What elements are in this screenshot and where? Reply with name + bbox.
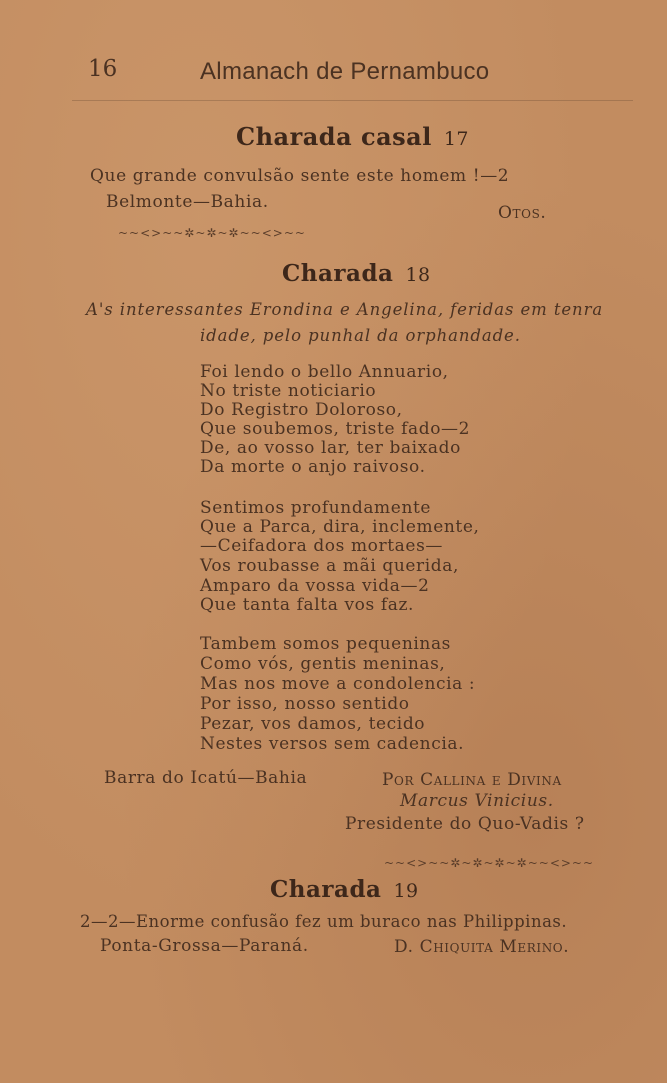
charade-17-riddle: Que grande convulsão sente este homem !—2 (90, 166, 510, 186)
charade-18-number: 18 (405, 264, 431, 286)
stanza2-line3: —Ceifadora dos mortaes— (200, 536, 443, 556)
header-rule (72, 100, 633, 101)
charade-18-signature-line1: Por Callina e Divina (382, 770, 562, 790)
stanza3-line6: Nestes versos sem cadencia. (200, 734, 465, 754)
stanza1-line3: Do Registro Doloroso, (200, 400, 403, 420)
charade-17-title: Charada casal (236, 122, 432, 151)
charade-18-heading (282, 260, 431, 287)
stanza1-line1: Foi lendo o bello Annuario, (200, 362, 449, 382)
stanza1-line4: Que soubemos, triste fado—2 (200, 419, 471, 439)
charade-18-signature-line3: Presidente do Quo-Vadis ? (345, 814, 585, 834)
charade-18-title: Charada (282, 260, 394, 287)
charade-19-author: D. Chiquita Merino. (394, 937, 570, 957)
stanza3-line1: Tambem somos pequeninas (200, 634, 452, 654)
stanza2-line4: Vos roubasse a mãi querida, (200, 556, 460, 576)
ornament-divider-1: ~~<>~~✲~✲~✲~~<>~~ (118, 226, 306, 240)
charade-17-author: Otos. (498, 203, 547, 223)
running-header-title: Almanach de Pernambuco (200, 58, 490, 85)
stanza3-line3: Mas nos move a condolencia : (200, 674, 476, 694)
charade-19-riddle: 2—2—Enorme confusão fez um buraco nas Philippinas. (80, 912, 568, 931)
stanza1-line5: De, ao vosso lar, ter baixado (200, 438, 461, 458)
charade-19-heading (270, 876, 419, 903)
page-number: 16 (88, 56, 118, 82)
stanza3-line2: Como vós, gentis meninas, (200, 654, 446, 674)
charade-17-location: Belmonte—Bahia. (106, 192, 269, 212)
stanza2-line6: Que tanta falta vos faz. (200, 595, 415, 615)
stanza2-line1: Sentimos profundamente (200, 498, 432, 518)
stanza3-line4: Por isso, nosso sentido (200, 694, 410, 714)
charade-17-number: 17 (443, 128, 470, 150)
stanza2-line2: Que a Parca, dira, inclemente, (200, 517, 480, 537)
charade-19-location: Ponta-Grossa—Paraná. (100, 936, 309, 956)
charade-18-dedication-line2: idade, pelo punhal da orphandade. (200, 326, 521, 345)
stanza2-line5: Amparo da vossa vida—2 (200, 576, 430, 596)
charade-19-number: 19 (393, 880, 419, 902)
stanza1-line2: No triste noticiario (200, 381, 377, 401)
charade-18-signature-line2: Marcus Vinicius. (400, 791, 554, 811)
stanza3-line5: Pezar, vos damos, tecido (200, 714, 426, 734)
charade-18-location: Barra do Icatú—Bahia (104, 768, 308, 788)
charade-18-dedication-line1: A's interessantes Erondina e Angelina, feridas em tenra (86, 300, 604, 319)
ornament-divider-2: ~~<>~~✲~✲~✲~✲~~<>~~ (384, 856, 595, 870)
charade-17-heading (236, 122, 469, 151)
charade-19-title: Charada (270, 876, 382, 903)
stanza1-line6: Da morte o anjo raivoso. (200, 457, 426, 477)
